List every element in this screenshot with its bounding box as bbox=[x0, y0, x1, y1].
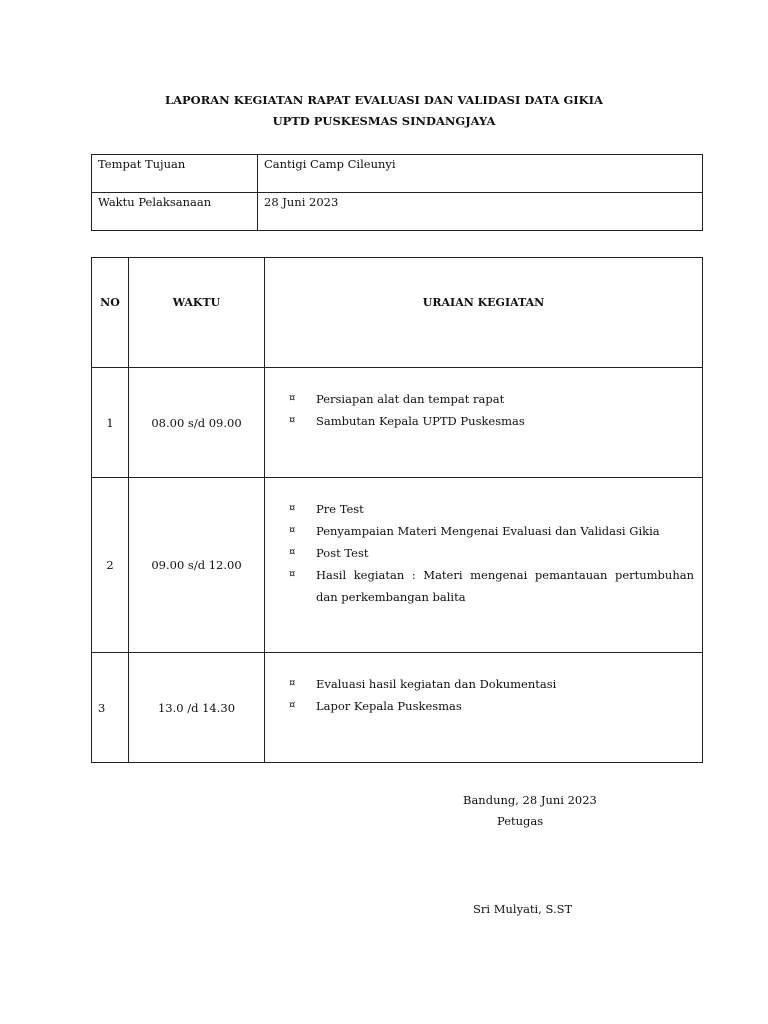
bullet-icon: ¤ bbox=[289, 700, 296, 711]
info-value: 28 Juni 2023 bbox=[258, 193, 703, 231]
report-subtitle: UPTD PUSKESMAS SINDANGJAYA bbox=[272, 114, 496, 128]
header-no: NO bbox=[92, 258, 129, 368]
list-item: ¤ Sambutan Kepala UPTD Puskesmas bbox=[289, 410, 694, 432]
activity-row bbox=[92, 478, 703, 653]
list-item: ¤ Pre Test bbox=[289, 498, 694, 520]
info-label: Waktu Pelaksanaan bbox=[92, 193, 258, 231]
activity-list bbox=[265, 388, 702, 432]
info-row bbox=[92, 193, 703, 231]
bullet-icon: ¤ bbox=[289, 503, 296, 514]
info-value: Cantigi Camp Cileunyi bbox=[258, 155, 703, 193]
activity-row bbox=[92, 653, 703, 763]
row-number: 3 bbox=[92, 653, 129, 763]
bullet-icon: ¤ bbox=[289, 547, 296, 558]
header-uraian: URAIAN KEGIATAN bbox=[265, 258, 703, 368]
row-time: 08.00 s/d 09.00 bbox=[129, 368, 265, 478]
list-item: ¤ Penyampaian Materi Mengenai Evaluasi dan Validasi Gikia bbox=[289, 520, 694, 542]
list-item: ¤ Post Test bbox=[289, 542, 694, 564]
row-description bbox=[265, 478, 703, 653]
bullet-icon: ¤ bbox=[289, 525, 296, 536]
activity-header-row bbox=[92, 258, 703, 368]
signature-place-date: Bandung, 28 Juni 2023 bbox=[463, 793, 597, 807]
row-number: 2 bbox=[92, 478, 129, 653]
signature-name: Sri Mulyati, S.ST bbox=[473, 902, 573, 916]
list-item: ¤ Hasil kegiatan : Materi mengenai pemantauan pertumbuhan dan perkembangan balita bbox=[289, 564, 694, 608]
list-item: ¤ Evaluasi hasil kegiatan dan Dokumentasi bbox=[289, 673, 694, 695]
signature-role: Petugas bbox=[497, 814, 544, 828]
activity-list bbox=[265, 498, 702, 608]
bullet-icon: ¤ bbox=[289, 393, 296, 404]
bullet-icon: ¤ bbox=[289, 569, 296, 580]
bullet-icon: ¤ bbox=[289, 415, 296, 426]
activity-table bbox=[91, 257, 703, 763]
row-number: 1 bbox=[92, 368, 129, 478]
row-time: 09.00 s/d 12.00 bbox=[129, 478, 265, 653]
activity-row bbox=[92, 368, 703, 478]
list-item: ¤ Lapor Kepala Puskesmas bbox=[289, 695, 694, 717]
report-title: LAPORAN KEGIATAN RAPAT EVALUASI DAN VALIDASI DATA GIKIA bbox=[165, 93, 603, 107]
activity-list bbox=[265, 673, 702, 717]
list-item: ¤ Persiapan alat dan tempat rapat bbox=[289, 388, 694, 410]
header-waktu: WAKTU bbox=[129, 258, 265, 368]
info-table bbox=[91, 154, 703, 231]
info-row bbox=[92, 155, 703, 193]
row-description bbox=[265, 368, 703, 478]
info-label: Tempat Tujuan bbox=[92, 155, 258, 193]
bullet-icon: ¤ bbox=[289, 678, 296, 689]
row-description bbox=[265, 653, 703, 763]
row-time: 13.0 /d 14.30 bbox=[129, 653, 265, 763]
